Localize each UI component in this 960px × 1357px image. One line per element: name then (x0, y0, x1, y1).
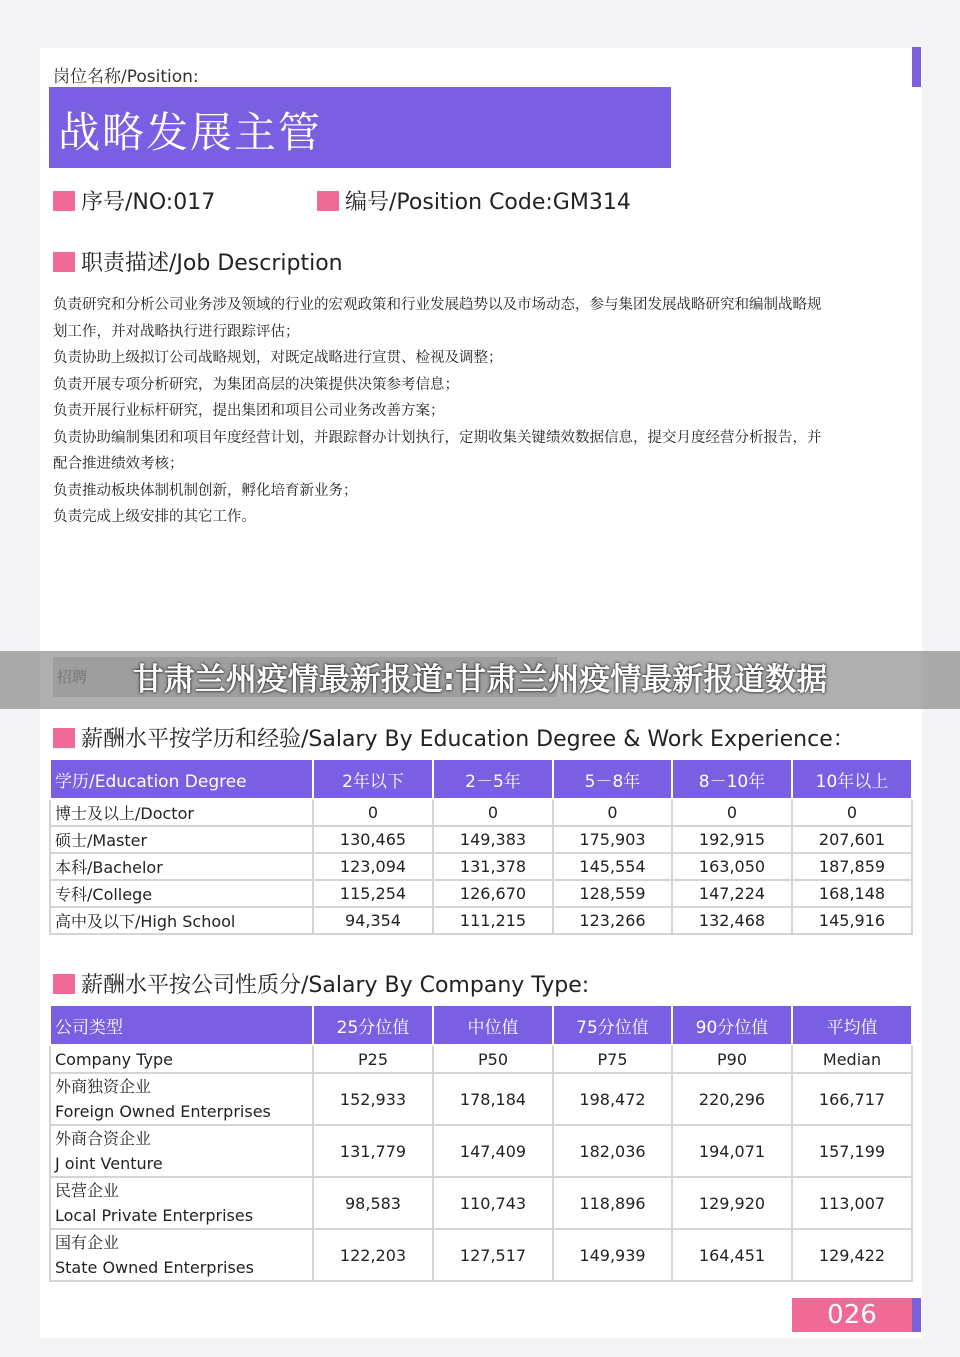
table-cell: 131,779 (313, 1125, 433, 1177)
column-header: 10年以上 (792, 759, 912, 799)
table-cell: 145,916 (792, 907, 912, 934)
company-salary-heading (53, 968, 589, 999)
company-type-en: Foreign Owned Enterprises (55, 1102, 271, 1121)
column-header: 平均值 (792, 1005, 912, 1045)
position-title-banner (49, 87, 671, 168)
table-cell: 本科/Bachelor (50, 853, 313, 880)
table-cell: 127,517 (433, 1229, 553, 1281)
description-line: 负责研究和分析公司业务涉及领域的行业的宏观政策和行业发展趋势以及市场动态，参与集团发展战略研究和编制战略规 (53, 297, 822, 313)
company-salary-heading-text: 薪酬水平按公司性质分/Salary By Company Type: (81, 973, 590, 998)
column-header: 2－5年 (433, 759, 553, 799)
table-row (50, 907, 912, 934)
description-line: 负责开展行业标杆研究，提出集团和项目公司业务改善方案； (53, 403, 445, 419)
company-type-cell (50, 1177, 313, 1229)
position-label: 岗位名称/Position: (53, 67, 199, 87)
column-header: 8－10年 (672, 759, 792, 799)
table-cell: 122,203 (313, 1229, 433, 1281)
table-cell: 130,465 (313, 826, 433, 853)
table-cell: 129,920 (672, 1177, 792, 1229)
bullet-square-icon (53, 974, 75, 994)
table-cell: 152,933 (313, 1073, 433, 1125)
description-line: 负责完成上级安排的其它工作。 (53, 509, 256, 525)
education-salary-heading (53, 722, 855, 753)
column-header: 公司类型 (50, 1005, 313, 1045)
table-cell: 专科/College (50, 880, 313, 907)
table-cell: 220,296 (672, 1073, 792, 1125)
table-cell: P25 (313, 1045, 433, 1073)
table-cell: 123,094 (313, 853, 433, 880)
table-cell: 0 (553, 799, 672, 826)
table-cell: 博士及以上/Doctor (50, 799, 313, 826)
table-cell: 178,184 (433, 1073, 553, 1125)
page-number: 026 (792, 1298, 912, 1332)
column-header: 25分位值 (313, 1005, 433, 1045)
table-cell: Company Type (50, 1045, 313, 1073)
table-cell: 0 (792, 799, 912, 826)
job-description-heading-text: 职责描述/Job Description (81, 251, 343, 276)
company-type-cell (50, 1073, 313, 1125)
table-cell: P90 (672, 1045, 792, 1073)
description-line: 负责开展专项分析研究，为集团高层的决策提供决策参考信息； (53, 376, 459, 393)
bullet-square-icon (53, 252, 75, 272)
table-cell: 110,743 (433, 1177, 553, 1229)
table-cell: P50 (433, 1045, 553, 1073)
position-title: 战略发展主管 (58, 108, 323, 157)
table-cell: 高中及以下/High School (50, 907, 313, 934)
column-header: 2年以下 (313, 759, 433, 799)
description-line: 负责协助编制集团和项目年度经营计划，并跟踪督办计划执行，定期收集关键绩效数据信息，提交月度经营分析报告，并 (53, 429, 822, 446)
overlay-banner (0, 651, 960, 709)
description-line: 负责推动板块体制机制创新，孵化培育新业务； (53, 482, 358, 499)
table-row (50, 1229, 912, 1281)
table-cell: 147,409 (433, 1125, 553, 1177)
job-description-heading (53, 246, 343, 277)
table-header-row (50, 759, 912, 799)
company-salary-table (49, 1004, 913, 1282)
corner-accent-bar (912, 47, 921, 87)
table-cell: 194,071 (672, 1125, 792, 1177)
description-line: 负责协助上级拟订公司战略规划，对既定战略进行宣贯、检视及调整； (53, 350, 503, 366)
table-cell: 118,896 (553, 1177, 672, 1229)
description-line: 划工作，并对战略执行进行跟踪评估； (53, 323, 300, 340)
table-cell: 0 (672, 799, 792, 826)
table-row (50, 1125, 912, 1177)
education-salary-heading-text: 薪酬水平按学历和经验/Salary By Education Degree & Work Experience： (81, 727, 855, 752)
table-row (50, 880, 912, 907)
column-header: 中位值 (433, 1005, 553, 1045)
table-cell: 166,717 (792, 1073, 912, 1125)
bullet-square-icon (317, 191, 339, 211)
table-cell: 187,859 (792, 853, 912, 880)
table-cell: 94,354 (313, 907, 433, 934)
company-type-en: J oint Venture (55, 1154, 163, 1173)
table-cell: 115,254 (313, 880, 433, 907)
table-row (50, 1177, 912, 1229)
table-cell: 98,583 (313, 1177, 433, 1229)
table-cell: 132,468 (672, 907, 792, 934)
table-row (50, 853, 912, 880)
table-row (50, 799, 912, 826)
table-cell: 168,148 (792, 880, 912, 907)
position-code (317, 185, 631, 216)
table-cell: P75 (553, 1045, 672, 1073)
table-cell: 128,559 (553, 880, 672, 907)
company-type-en: Local Private Enterprises (55, 1206, 254, 1225)
table-cell: 0 (313, 799, 433, 826)
table-subheader-row (50, 1045, 912, 1073)
table-row (50, 826, 912, 853)
column-header: 学历/Education Degree (50, 759, 313, 799)
table-row (50, 1073, 912, 1125)
table-cell: 111,215 (433, 907, 553, 934)
table-cell: 192,915 (672, 826, 792, 853)
table-cell: 149,939 (553, 1229, 672, 1281)
page-number-accent (912, 1298, 921, 1332)
table-cell: 175,903 (553, 826, 672, 853)
table-cell: 0 (433, 799, 553, 826)
table-cell: 149,383 (433, 826, 553, 853)
description-line: 配合推进绩效考核； (53, 456, 184, 472)
bullet-square-icon (53, 191, 75, 211)
table-cell: 198,472 (553, 1073, 672, 1125)
position-code-text: 编号/Position Code:GM314 (345, 190, 631, 215)
table-cell: 163,050 (672, 853, 792, 880)
table-cell: 164,451 (672, 1229, 792, 1281)
table-cell: Median (792, 1045, 912, 1073)
job-description-text (53, 292, 913, 531)
company-type-cell (50, 1125, 313, 1177)
bullet-square-icon (53, 728, 75, 748)
table-cell: 硕士/Master (50, 826, 313, 853)
table-cell: 207,601 (792, 826, 912, 853)
serial-number (53, 185, 215, 216)
table-cell: 126,670 (433, 880, 553, 907)
table-cell: 113,007 (792, 1177, 912, 1229)
company-type-cn: 外商独资企业 (55, 1077, 152, 1096)
table-cell: 145,554 (553, 853, 672, 880)
table-cell: 147,224 (672, 880, 792, 907)
company-type-cn: 民营企业 (55, 1181, 120, 1200)
table-cell: 157,199 (792, 1125, 912, 1177)
serial-number-text: 序号/NO:017 (81, 190, 216, 215)
company-type-cn: 外商合资企业 (55, 1129, 152, 1148)
education-salary-table (49, 758, 913, 935)
column-header: 75分位值 (553, 1005, 672, 1045)
company-type-en: State Owned Enterprises (55, 1258, 254, 1277)
table-cell: 131,378 (433, 853, 553, 880)
table-cell: 182,036 (553, 1125, 672, 1177)
table-cell: 123,266 (553, 907, 672, 934)
company-type-cn: 国有企业 (55, 1233, 120, 1252)
column-header: 5－8年 (553, 759, 672, 799)
overlay-banner-text: 甘肃兰州疫情最新报道:甘肃兰州疫情最新报道数据 (132, 662, 828, 698)
table-header-row (50, 1005, 912, 1045)
table-cell: 129,422 (792, 1229, 912, 1281)
company-type-cell (50, 1229, 313, 1281)
column-header: 90分位值 (672, 1005, 792, 1045)
